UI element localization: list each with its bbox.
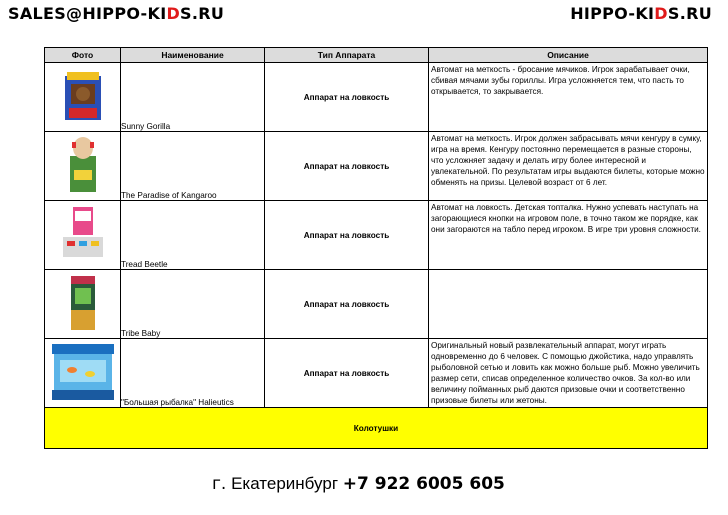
product-description: Автомат на меткость. Игрок должен забрасывать мячи кенгуру в сумку, игра на время. Кенгуру постоянно перемещается в разные стороны, что усложняет задачу и делать игру более интересной и увлекательной. По результатам игры выдаются билеты, которые можно обменять на призы. Целевой возраст от 6 лет.	[429, 132, 708, 201]
table-row	[45, 270, 708, 339]
brand-part-1: HIPPO-KI	[570, 4, 655, 23]
product-photo	[45, 201, 121, 270]
brand-part-2: S.RU	[667, 4, 712, 23]
product-type: Аппарат на ловкость	[265, 270, 429, 339]
brand-logo[interactable]	[570, 4, 712, 23]
product-photo	[45, 63, 121, 132]
kangaroo-machine-image	[66, 136, 100, 194]
product-photo	[45, 270, 121, 339]
product-photo	[45, 339, 121, 408]
email-part-1: SALES@HIPPO-KI	[8, 4, 167, 23]
section-title: Колотушки	[45, 408, 708, 449]
product-description: Автомат на ловкость. Детская топталка. Нужно успевать наступать на загорающиеся кнопки на игровом поле, в точно таком же порядке, как они загораются на табло перед игроком. В игре три уровня сложности.	[429, 201, 708, 270]
product-name: "Большая рыбалка" Halieutics	[121, 339, 265, 408]
phone-number[interactable]: +7 922 6005 605	[342, 474, 505, 494]
col-header-description: Описание	[429, 48, 708, 63]
tribe-baby-machine-image	[68, 274, 98, 332]
contact-footer	[212, 474, 505, 494]
sunny-gorilla-machine-image	[63, 70, 103, 122]
section-row	[45, 408, 708, 449]
product-photo	[45, 132, 121, 201]
table-row	[45, 201, 708, 270]
product-type: Аппарат на ловкость	[265, 339, 429, 408]
product-name: The Paradise of Kangaroo	[121, 132, 265, 201]
product-table	[44, 47, 708, 449]
product-name: Sunny Gorilla	[121, 63, 265, 132]
product-type: Аппарат на ловкость	[265, 132, 429, 201]
product-name: Tribe Baby	[121, 270, 265, 339]
col-header-photo: Фото	[45, 48, 121, 63]
product-description	[429, 270, 708, 339]
table-header-row	[45, 48, 708, 63]
col-header-name: Наименование	[121, 48, 265, 63]
city-name: Екатеринбург	[226, 474, 343, 493]
product-name: Tread Beetle	[121, 201, 265, 270]
tread-beetle-machine-image	[61, 205, 105, 263]
product-description: Автомат на меткость - бросание мячиков. Игрок зарабатывает очки, сбивая мячами зубы гориллы. Игра усложняется тем, что пасть то открывается, то закрывается.	[429, 63, 708, 132]
city-prefix: г.	[212, 474, 227, 494]
product-type: Аппарат на ловкость	[265, 63, 429, 132]
product-description: Оригинальный новый развлекательный аппарат, могут играть одновременно до 6 человек. С помощью джойстика, надо управлять рыболовной сетью и ловить как можно больше рыб. Можно увеличить размер сети, списав определенное количество очков. За кол-во или величину пойманных рыб даются призовые очки и соответственно призовые билеты или жетоны.	[429, 339, 708, 408]
halieutics-machine-image	[50, 342, 116, 402]
email-part-2: S.RU	[180, 4, 225, 23]
col-header-type: Тип Аппарата	[265, 48, 429, 63]
email-red-letter: D	[166, 4, 181, 23]
product-type: Аппарат на ловкость	[265, 201, 429, 270]
sales-email[interactable]	[8, 4, 224, 23]
table-row	[45, 339, 708, 408]
brand-red-letter: D	[654, 4, 668, 23]
table-row	[45, 132, 708, 201]
table-row	[45, 63, 708, 132]
